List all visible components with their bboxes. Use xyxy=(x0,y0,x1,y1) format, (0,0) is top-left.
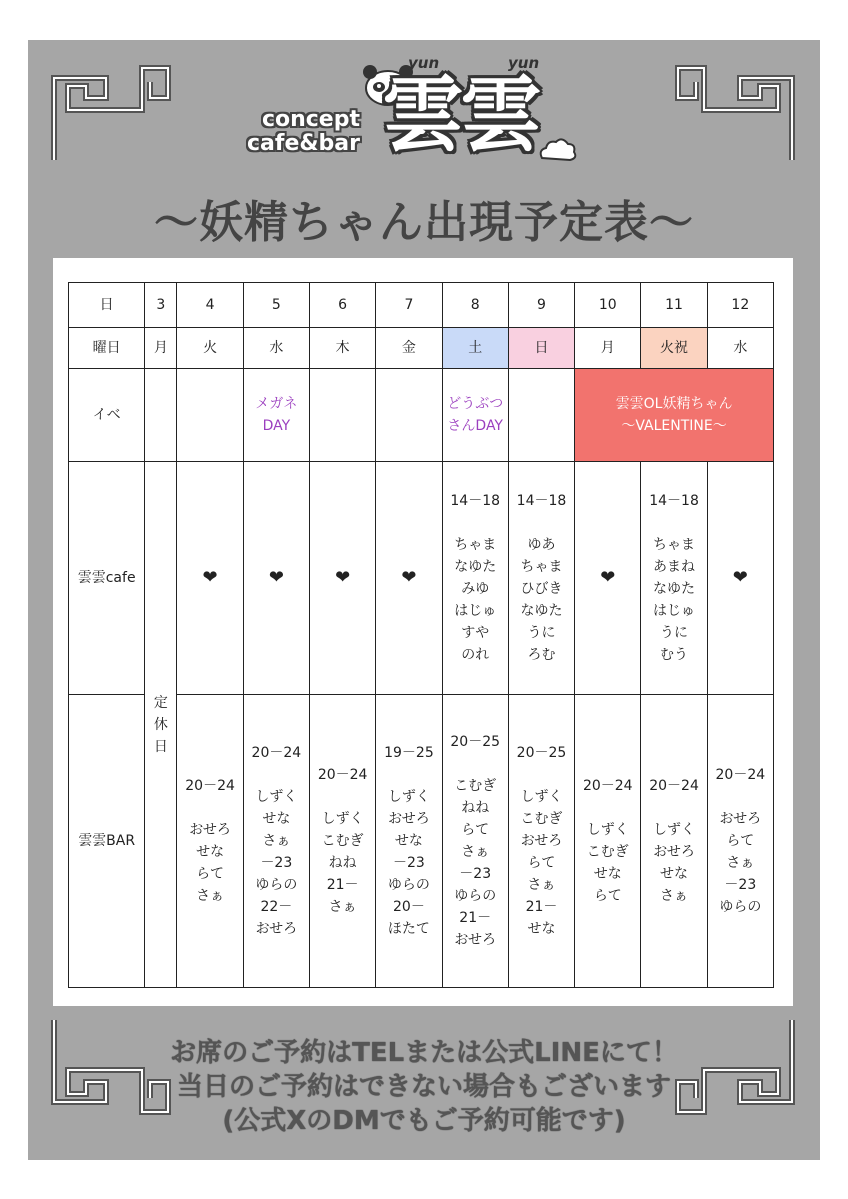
cell-line: あまね xyxy=(653,559,696,575)
weekday-row xyxy=(69,328,774,369)
cell-line: おせろ xyxy=(653,844,695,860)
cell-line: おせろ xyxy=(388,811,430,827)
cafe-logo xyxy=(240,52,620,172)
cell-line: おせろ xyxy=(454,932,496,948)
cell-line: 21－ xyxy=(525,899,558,915)
closed-text: 日 xyxy=(153,738,168,755)
cell-line: 20－25 xyxy=(516,745,567,761)
event-cell-doubutsu xyxy=(442,369,508,462)
cell-line: ちゃま xyxy=(520,559,563,575)
row-label-weekday: 曜日 xyxy=(69,328,145,369)
cell-line: らて xyxy=(461,822,490,838)
cell-line: らて xyxy=(196,866,225,882)
cell-line: ひびき xyxy=(520,581,563,597)
cell-line xyxy=(509,512,574,534)
bar-cell-d7 xyxy=(376,695,442,988)
cell-line xyxy=(177,797,242,819)
bar-cell-d6 xyxy=(310,695,376,988)
event-text: ～VALENTINE～ xyxy=(621,418,727,434)
event-text: メガネ xyxy=(255,396,298,412)
corner-ornament-top-right xyxy=(670,58,800,168)
cell-line: おせろ xyxy=(520,833,563,849)
cell-line: しずく xyxy=(321,811,364,827)
row-label-cafe: 雲雲cafe xyxy=(69,462,145,695)
event-cell xyxy=(310,369,376,462)
cell-line: らて xyxy=(527,855,556,871)
cell-line: 20－25 xyxy=(450,734,501,750)
cell-line: すや xyxy=(461,625,490,641)
event-cell xyxy=(376,369,442,462)
cell-line: らて xyxy=(726,833,755,849)
event-cell xyxy=(145,369,177,462)
cell-line xyxy=(641,797,706,819)
footer-line2: 当日のご予約はできない場合もございます xyxy=(176,1072,671,1102)
cell-line: 20－24 xyxy=(317,767,368,783)
event-text: 雲雲OL妖精ちゃん xyxy=(615,396,733,412)
cafe-cell xyxy=(376,462,442,695)
weekday-cell: 火 xyxy=(177,328,243,369)
cell-line: うに xyxy=(527,625,556,641)
cell-line: 21－ xyxy=(459,910,492,926)
cell-line: ゆらの xyxy=(387,877,430,893)
event-row xyxy=(69,369,774,462)
weekday-cell-sunday: 日 xyxy=(508,328,574,369)
cell-line: 14－18 xyxy=(450,493,501,509)
closed-text: 休 xyxy=(153,716,168,733)
day-cell: 11 xyxy=(641,283,707,328)
heart-icon: ❤ xyxy=(268,566,284,588)
closed-text: 定 xyxy=(153,694,168,711)
cell-line: －23 xyxy=(459,866,492,882)
page-title: ～妖精ちゃん出現予定表～ xyxy=(154,197,694,248)
cafe-cell xyxy=(243,462,309,695)
cell-line: なゆた xyxy=(520,603,563,619)
row-label-bar: 雲雲BAR xyxy=(69,695,145,988)
cell-line: せな xyxy=(196,844,225,860)
cell-line: おせろ xyxy=(719,811,762,827)
cafe-cell-d9 xyxy=(508,462,574,695)
cell-line: 20－24 xyxy=(582,778,633,794)
heart-icon: ❤ xyxy=(401,566,417,588)
cell-line: せな xyxy=(527,921,556,937)
corner-ornament-top-left xyxy=(46,58,176,168)
weekday-cell: 木 xyxy=(310,328,376,369)
cell-line: おせろ xyxy=(189,822,231,838)
day-cell: 9 xyxy=(508,283,574,328)
event-text: DAY xyxy=(262,418,291,434)
cell-line: 20－24 xyxy=(251,745,302,761)
weekday-cell: 月 xyxy=(145,328,177,369)
cell-line: ちゃま xyxy=(653,537,696,553)
closed-day-cell xyxy=(145,462,177,988)
cell-line xyxy=(509,764,574,786)
cell-line: うに xyxy=(660,625,689,641)
cafe-cell xyxy=(310,462,376,695)
heart-icon: ❤ xyxy=(600,566,616,588)
weekday-cell-saturday: 土 xyxy=(442,328,508,369)
cell-line xyxy=(575,797,640,819)
cell-line: しずく xyxy=(520,789,563,805)
bar-cell-d11 xyxy=(641,695,707,988)
logo-yun-right: yun xyxy=(508,54,540,72)
bar-cell-d12 xyxy=(707,695,773,988)
cell-line: こむぎ xyxy=(586,844,629,860)
day-cell: 6 xyxy=(310,283,376,328)
weekday-cell: 金 xyxy=(376,328,442,369)
heart-icon: ❤ xyxy=(202,566,218,588)
footer-line3: (公式XのDMでもご予約可能です) xyxy=(222,1106,626,1136)
cell-line: ほたて xyxy=(387,921,430,937)
footer-line1: お席のご予約はTELまたは公式LINEにて！ xyxy=(170,1038,678,1068)
schedule-table xyxy=(68,282,774,988)
day-cell: 3 xyxy=(145,283,177,328)
cafe-cell-d11 xyxy=(641,462,707,695)
event-cell xyxy=(177,369,243,462)
cell-line: ねね xyxy=(328,855,357,871)
cell-line xyxy=(708,786,773,808)
cell-line: －23 xyxy=(724,877,757,893)
cell-line: さぁ xyxy=(262,833,291,849)
cafe-cell xyxy=(575,462,641,695)
weekday-cell-holiday: 火祝 xyxy=(641,328,707,369)
cell-line: 22－ xyxy=(260,899,293,915)
cell-line: しずく xyxy=(653,822,696,838)
weekday-cell: 水 xyxy=(243,328,309,369)
event-cell-megane xyxy=(243,369,309,462)
cell-line: ゆらの xyxy=(719,899,762,915)
cell-line: さぁ xyxy=(461,844,490,860)
cell-line: －23 xyxy=(260,855,293,871)
day-row xyxy=(69,283,774,328)
weekday-cell: 水 xyxy=(707,328,773,369)
bar-cell-d9 xyxy=(508,695,574,988)
cell-line: 14－18 xyxy=(649,493,699,509)
bar-cell-d4 xyxy=(177,695,243,988)
cell-line: むう xyxy=(660,647,689,663)
cell-line: みゆ xyxy=(461,581,490,597)
logo-yun-left: yun xyxy=(408,54,440,72)
cell-line: こむぎ xyxy=(321,833,364,849)
cell-line: さぁ xyxy=(527,877,556,893)
cell-line: せな xyxy=(262,811,291,827)
cell-line: しずく xyxy=(387,789,430,805)
cell-line: なゆた xyxy=(454,559,497,575)
heart-icon: ❤ xyxy=(335,566,351,588)
logo-concept-line1: concept xyxy=(261,107,360,132)
event-cell-valentine xyxy=(575,369,774,462)
cell-line: せな xyxy=(593,866,622,882)
cell-line: ねね xyxy=(461,800,490,816)
cell-line xyxy=(376,764,441,786)
event-text: さんDAY xyxy=(447,418,503,434)
day-cell: 10 xyxy=(575,283,641,328)
cell-line xyxy=(641,512,706,534)
footer-notice xyxy=(28,1036,820,1138)
cell-line: せな xyxy=(394,833,423,849)
cloud-icon xyxy=(536,136,578,164)
event-cell xyxy=(508,369,574,462)
cell-line: おせろ xyxy=(255,921,298,937)
cell-line xyxy=(443,753,508,775)
cell-line xyxy=(443,512,508,534)
logo-concept-text xyxy=(244,108,360,156)
cell-line: さぁ xyxy=(328,899,357,915)
cell-line: しずく xyxy=(586,822,629,838)
row-label-day: 日 xyxy=(69,283,145,328)
cell-line: －23 xyxy=(393,855,425,871)
cell-line: 19－25 xyxy=(384,745,434,761)
cell-line xyxy=(244,764,309,786)
day-cell: 5 xyxy=(243,283,309,328)
bar-cell-d8 xyxy=(442,695,508,988)
cell-line: せな xyxy=(660,866,689,882)
cafe-cell xyxy=(177,462,243,695)
cell-line: こむぎ xyxy=(454,778,497,794)
bar-cell-d10 xyxy=(575,695,641,988)
cell-line: さぁ xyxy=(196,888,225,904)
cell-line: こむぎ xyxy=(520,811,563,827)
day-cell: 7 xyxy=(376,283,442,328)
cell-line: さぁ xyxy=(726,855,755,871)
cell-line: はじゅ xyxy=(454,603,497,619)
event-text: どうぶつ xyxy=(447,396,504,412)
cafe-cell-d8 xyxy=(442,462,508,695)
cell-line: 14－18 xyxy=(516,493,567,509)
cell-line: 20－ xyxy=(393,899,425,915)
cell-line: ろむ xyxy=(527,647,556,663)
cell-line xyxy=(310,786,375,808)
day-cell: 4 xyxy=(177,283,243,328)
row-label-event: イベ xyxy=(69,369,145,462)
cell-line: ゆあ xyxy=(527,537,556,553)
logo-concept-line2: cafe&bar xyxy=(246,131,360,156)
cell-line: さぁ xyxy=(660,888,689,904)
day-cell: 8 xyxy=(442,283,508,328)
cell-line: 21－ xyxy=(326,877,359,893)
cell-line: 20－24 xyxy=(185,778,235,794)
cell-line: のれ xyxy=(461,647,490,663)
cell-line: しずく xyxy=(255,789,298,805)
cell-line: 20－24 xyxy=(649,778,699,794)
weekday-cell: 月 xyxy=(575,328,641,369)
cell-line: なゆた xyxy=(653,581,696,597)
cell-line: 20－24 xyxy=(715,767,766,783)
cell-line: ゆらの xyxy=(255,877,298,893)
cell-line: はじゅ xyxy=(653,603,696,619)
cafe-row xyxy=(69,462,774,695)
cell-line: ゆらの xyxy=(454,888,497,904)
heart-icon: ❤ xyxy=(732,566,748,588)
logo-kanji: 雲雲 xyxy=(382,67,539,163)
cafe-cell xyxy=(707,462,773,695)
cell-line: らて xyxy=(593,888,622,904)
cell-line: ちゃま xyxy=(454,537,497,553)
bar-cell-d5 xyxy=(243,695,309,988)
day-cell: 12 xyxy=(707,283,773,328)
